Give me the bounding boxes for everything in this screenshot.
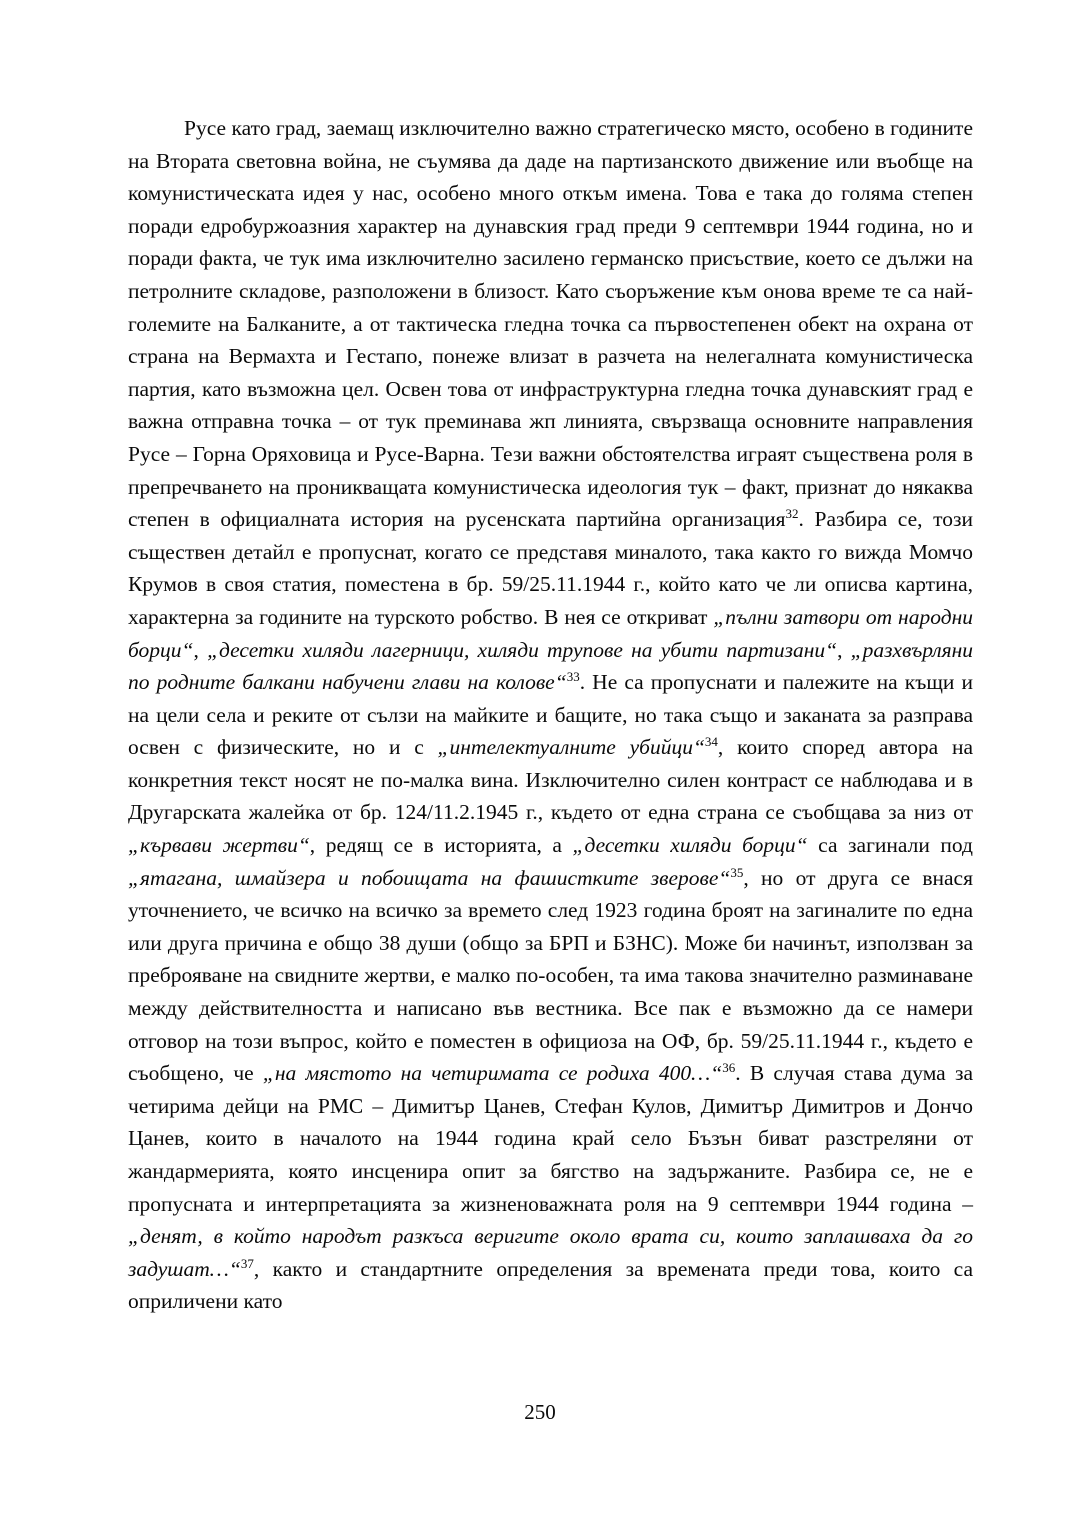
body-text-run: . Не са пропуснати и палежите на къщи и на цели села и реките от сълзи на майките и бащите, но така също и заканата за разправа освен с физическите, но и с: [128, 670, 973, 760]
footnote-reference: 34: [704, 734, 718, 750]
body-text-run: ,: [837, 637, 851, 662]
quoted-italic-text: „разхвърляни по родните балкани набучени глави на колове“: [128, 637, 973, 695]
quoted-italic-text: „кървави жертви“: [128, 833, 310, 858]
footnote-reference: 36: [722, 1060, 736, 1076]
footnote-reference: 37: [240, 1255, 254, 1271]
footnote-reference: 35: [730, 864, 744, 880]
page-text-column: [128, 112, 973, 1318]
body-text-run: , които според автора на конкретния текст носят не по-малка вина. Изключително силен контраст се наблюдава и в Другарската жалейка от бр. 124/11.2.1945 г., където от една страна се съобщава за низ от: [128, 735, 973, 825]
body-text-run: Русе като град, заемащ изключително важно стратегическо място, особено в годините на Втората световна война, не съумява да даде на партизанското движение или въобще на комунистическата идея у нас, особено много откъм имена. Това е така до голяма степен поради едробуржоазния характер на дунавския град преди 9 септември 1944 година, но и поради факта, че тук има изключително засилено германско присъствие, което се дължи на петролните складове, разположени в близост. Като съоръжение към онова време те са най-големите на Балканите, а от тактическа гледна точка са първостепенен обект на охрана от страна на Вермахта и Гестапо, понеже влизат в разчета на нелегалната комунистическа партия, като възможна цел. Освен това от инфраструктурна гледна точка дунавският град е важна отправна точка – от тук преминава жп линията, свързваща основните направления Русе – Горна Оряховица и Русе-Варна. Тези важни обстоятелства играят съществена роля в препречването на проникващата комунистическа идеология тук – факт, признат до някаква степен в официалната история на русенската партийна организация: [128, 116, 973, 532]
body-text-run: ,: [193, 637, 208, 662]
page-number: 250: [524, 1400, 556, 1424]
quoted-italic-text: „на мястото на четиримата се родиха 400…“: [262, 1061, 723, 1086]
quoted-italic-text: „десетки хиляди лагерници, хиляди трупове на убити партизани“: [207, 637, 838, 662]
body-paragraph: [128, 112, 973, 1318]
footnote-reference: 32: [785, 505, 799, 521]
quoted-italic-text: „интелектуалните убийци“: [437, 735, 705, 760]
body-text-run: са загинали под: [807, 833, 973, 858]
quoted-italic-text: „ятагана, шмайзера и побоищата на фашисткитe зверове“: [128, 865, 731, 890]
quoted-italic-text: „пълни затвори от народни борци“: [128, 604, 973, 662]
body-text-run: , редящ се в историята, а: [309, 833, 573, 858]
body-text-run: , но от друга се внася уточнението, че всичко на всичко за времето след 1923 година броят на загиналите по една или друга причина е общо 38 души (общо за БРП и БЗНС). Може би начинът, използван за преброяване на свидните жертви, е малко по-особен, та има такова значително разминаване между действителността и написано във вестника. Все пак е възможно да се намери отговор на този въпрос, който е поместен в официоза на ОФ, бр. 59/25.11.1944 г., където е съобщено, че: [128, 865, 973, 1086]
quoted-italic-text: „денят, в който народът разкъса веригите около врата си, които заплашваха да го задушат…“: [128, 1224, 973, 1281]
quoted-italic-text: „десетки хиляди борци“: [572, 833, 808, 858]
body-text-run: . Разбира се, този съществен детайл е пропуснат, когато се представя миналото, така както го вижда Момчо Крумов в своя статия, поместена в бр. 59/25.11.1944 г., който като че ли описва картина, характерна за годините на турското робство. В нея се откриват: [128, 507, 973, 629]
body-text-run: , както и стандартните определения за времената преди това, които са оприличени като: [128, 1256, 973, 1314]
footnote-reference: 33: [566, 668, 580, 684]
body-text-run: . В случая става дума за четирима дейци на РМС – Димитър Цанев, Стефан Кулов, Димитър Димитров и Дончо Цанев, които в началото на 1944 година край село Бъзън биват разстреляни от жандармерията, която инсценира опит за бягство на задържаните. Разбира се, не е пропусната и интерпретацията за жизненоважната роля на 9 септември 1944 година –: [128, 1061, 973, 1216]
